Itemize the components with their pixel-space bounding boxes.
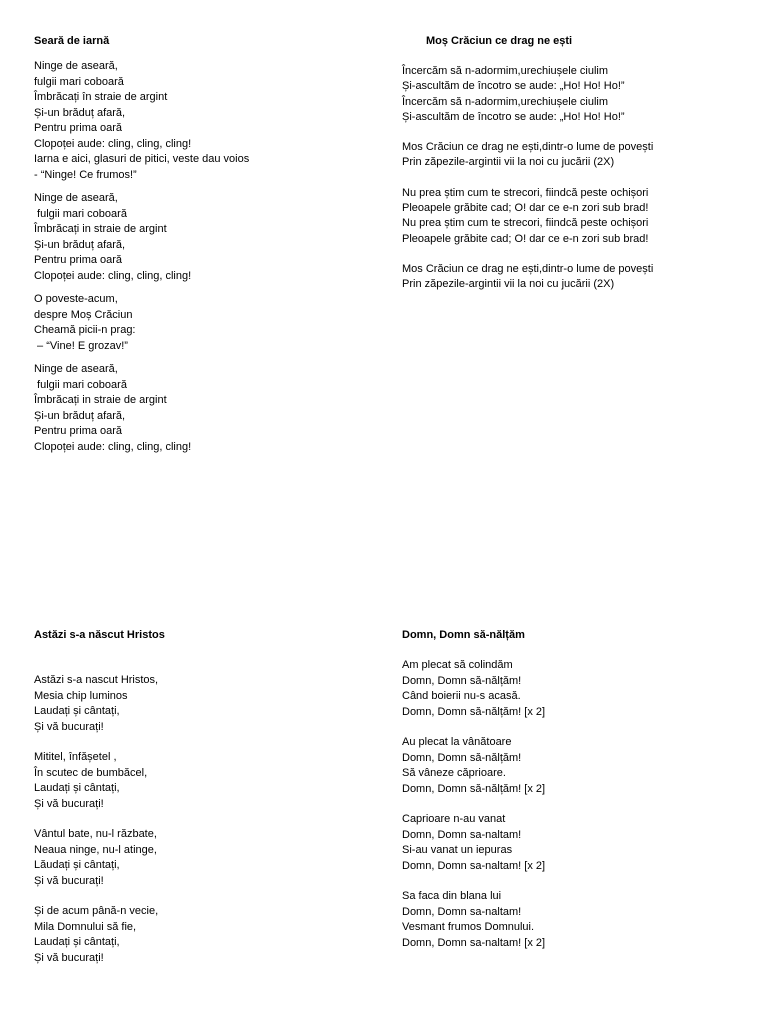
lyric-line: Pentru prima oară — [34, 425, 123, 437]
stanza — [34, 59, 364, 183]
lyric-line: Domn, Domn sa-naltam! [x 2] — [402, 936, 546, 949]
song-seara-de-iarna — [34, 34, 364, 463]
lyric-line: O poveste-acum, — [34, 293, 118, 305]
lyric-line: Sa faca din blana lui — [402, 890, 502, 902]
song-domn-domn-sa-naltam — [402, 628, 742, 966]
lyric-line: Încercăm să n-adormim,urechiușele ciulim — [402, 95, 609, 108]
lyric-line: Și-ascultăm de încotro se aude: „Ho! Ho! Ho!” — [402, 110, 625, 123]
lyric-line: Clopoței aude: cling, cling, cling! — [34, 269, 192, 282]
lyric-line: – “Vine! E grozav!” — [34, 339, 128, 352]
lyric-line: Mesia chip luminos — [34, 689, 128, 702]
lyric-line: Am plecat să colindăm — [402, 659, 513, 671]
lyric-line: Ninge de aseară, — [34, 192, 118, 204]
lyric-line: Și vă bucurați! — [34, 720, 104, 733]
lyric-line: Mos Crăciun ce drag ne ești,dintr-o lume de povești — [402, 141, 654, 154]
lyric-line: fulgii mari coboară — [34, 207, 127, 220]
lyric-line: Ninge de aseară, — [34, 60, 118, 72]
stanza — [34, 362, 364, 455]
song-astazi-s-a-nascut-hristos — [34, 628, 364, 981]
stanza — [402, 186, 742, 247]
lyric-line: Caprioare n-au vanat — [402, 813, 506, 825]
lyric-line: Neaua ninge, nu-l atinge, — [34, 843, 157, 856]
lyric-line: Domn, Domn sa-naltam! [x 2] — [402, 859, 546, 872]
lyric-line: Să vâneze căprioare. — [402, 767, 506, 779]
lyric-line: - “Ninge! Ce frumos!” — [34, 168, 137, 181]
lyric-line: Mila Domnului să fie, — [34, 920, 137, 933]
stanza — [402, 812, 742, 874]
lyric-line: Domn, Domn să-nălțăm! [x 2] — [402, 782, 546, 795]
lyric-line: Și vă bucurați! — [34, 797, 104, 810]
lyric-line: Domn, Domn să-nălțăm! [x 2] — [402, 705, 546, 718]
stanza — [34, 827, 364, 889]
lyric-line: fulgii mari coboară — [34, 75, 124, 88]
lyric-line: Domn, Domn sa-naltam! — [402, 905, 522, 918]
stanza — [402, 735, 742, 797]
lyric-line: Clopoței aude: cling, cling, cling! — [34, 440, 192, 453]
lyric-line: Prin zăpezile-argintii vii la noi cu jucării (2X) — [402, 278, 615, 291]
lyric-line: Prin zăpezile-argintii vii la noi cu jucării (2X) — [402, 156, 615, 169]
stanza — [402, 262, 742, 293]
song-mos-craciun — [402, 64, 742, 308]
lyric-line: Mititel, înfășetel , — [34, 751, 117, 763]
lyric-line: Iarna e aici, glasuri de pitici, veste dau voios — [34, 153, 250, 165]
lyric-line: Pleoapele grăbite cad; O! dar ce e-n zori sub brad! — [402, 232, 649, 245]
stanza — [402, 889, 742, 951]
lyric-line: Pleoapele grăbite cad; O! dar ce e-n zori sub brad! — [402, 202, 649, 215]
stanza — [34, 292, 364, 354]
lyric-line: Și-un brăduț afară, — [34, 106, 126, 119]
lyric-line: Astăzi s-a nascut Hristos, — [34, 674, 159, 686]
lyric-line: Domn, Domn să-nălțăm! — [402, 674, 522, 687]
lyric-line: Laudați și cântați, — [34, 936, 120, 948]
lyric-line: Clopoței aude: cling, cling, cling! — [34, 137, 192, 150]
lyric-line: Cheamă picii-n prag: — [34, 324, 136, 336]
song-title: Astăzi s-a născut Hristos — [34, 629, 165, 641]
lyric-line: Și vă bucurați! — [34, 874, 104, 887]
lyric-line: Și de acum până-n vecie, — [34, 905, 159, 917]
lyric-line: Laudați și cântați, — [34, 782, 120, 794]
lyric-line: Îmbrăcați în straie de argint — [34, 91, 168, 103]
lyric-line: Îmbrăcați in straie de argint — [34, 394, 167, 406]
lyric-line: Vântul bate, nu-l răzbate, — [34, 828, 157, 840]
lyric-line: fulgii mari coboară — [34, 378, 127, 391]
lyric-line: Și-un brăduț afară, — [34, 409, 126, 422]
stanza — [34, 750, 364, 812]
song-title: Seară de iarnă — [34, 35, 110, 47]
song-mos-craciun-title-wrap — [426, 34, 756, 48]
lyric-line: Îmbrăcați in straie de argint — [34, 223, 167, 235]
stanza — [34, 904, 364, 966]
lyric-line: Ninge de aseară, — [34, 363, 118, 375]
stanza — [402, 64, 742, 125]
song-title: Domn, Domn să-nălțăm — [402, 629, 525, 641]
lyric-line: Și vă bucurați! — [34, 951, 104, 964]
stanza — [34, 191, 364, 284]
lyric-line: Vesmant frumos Domnului. — [402, 921, 535, 933]
lyric-line: Nu prea știm cum te strecori, fiindcă peste ochișori — [402, 186, 649, 199]
lyric-line: Nu prea știm cum te strecori, fiindcă peste ochișori — [402, 217, 649, 230]
stanza — [402, 140, 742, 171]
lyric-line: Lăudați și cântați, — [34, 859, 120, 871]
song-title: Moș Crăciun ce drag ne ești — [426, 35, 573, 47]
lyric-line: Pentru prima oară — [34, 254, 123, 266]
lyric-line: Domn, Domn să-nălțăm! — [402, 751, 522, 764]
lyric-line: Și-ascultăm de încotro se aude: „Ho! Ho! Ho!” — [402, 80, 625, 93]
stanza — [402, 658, 742, 720]
lyric-line: Si-au vanat un iepuras — [402, 844, 513, 856]
lyric-line: Laudați și cântați, — [34, 705, 120, 717]
stanza — [34, 673, 364, 735]
lyric-line: Domn, Domn sa-naltam! — [402, 828, 522, 841]
lyric-line: Și-un brăduț afară, — [34, 238, 126, 251]
lyric-line: Încercăm să n-adormim,urechiușele ciulim — [402, 65, 609, 77]
lyric-line: Când boierii nu-s acasă. — [402, 690, 521, 702]
lyric-line: despre Moș Crăciun — [34, 308, 133, 321]
lyric-line: Au plecat la vânătoare — [402, 736, 512, 748]
lyric-line: Pentru prima oară — [34, 122, 123, 134]
lyric-line: În scutec de bumbăcel, — [34, 766, 148, 779]
lyric-line: Mos Crăciun ce drag ne ești,dintr-o lume de povești — [402, 262, 654, 275]
